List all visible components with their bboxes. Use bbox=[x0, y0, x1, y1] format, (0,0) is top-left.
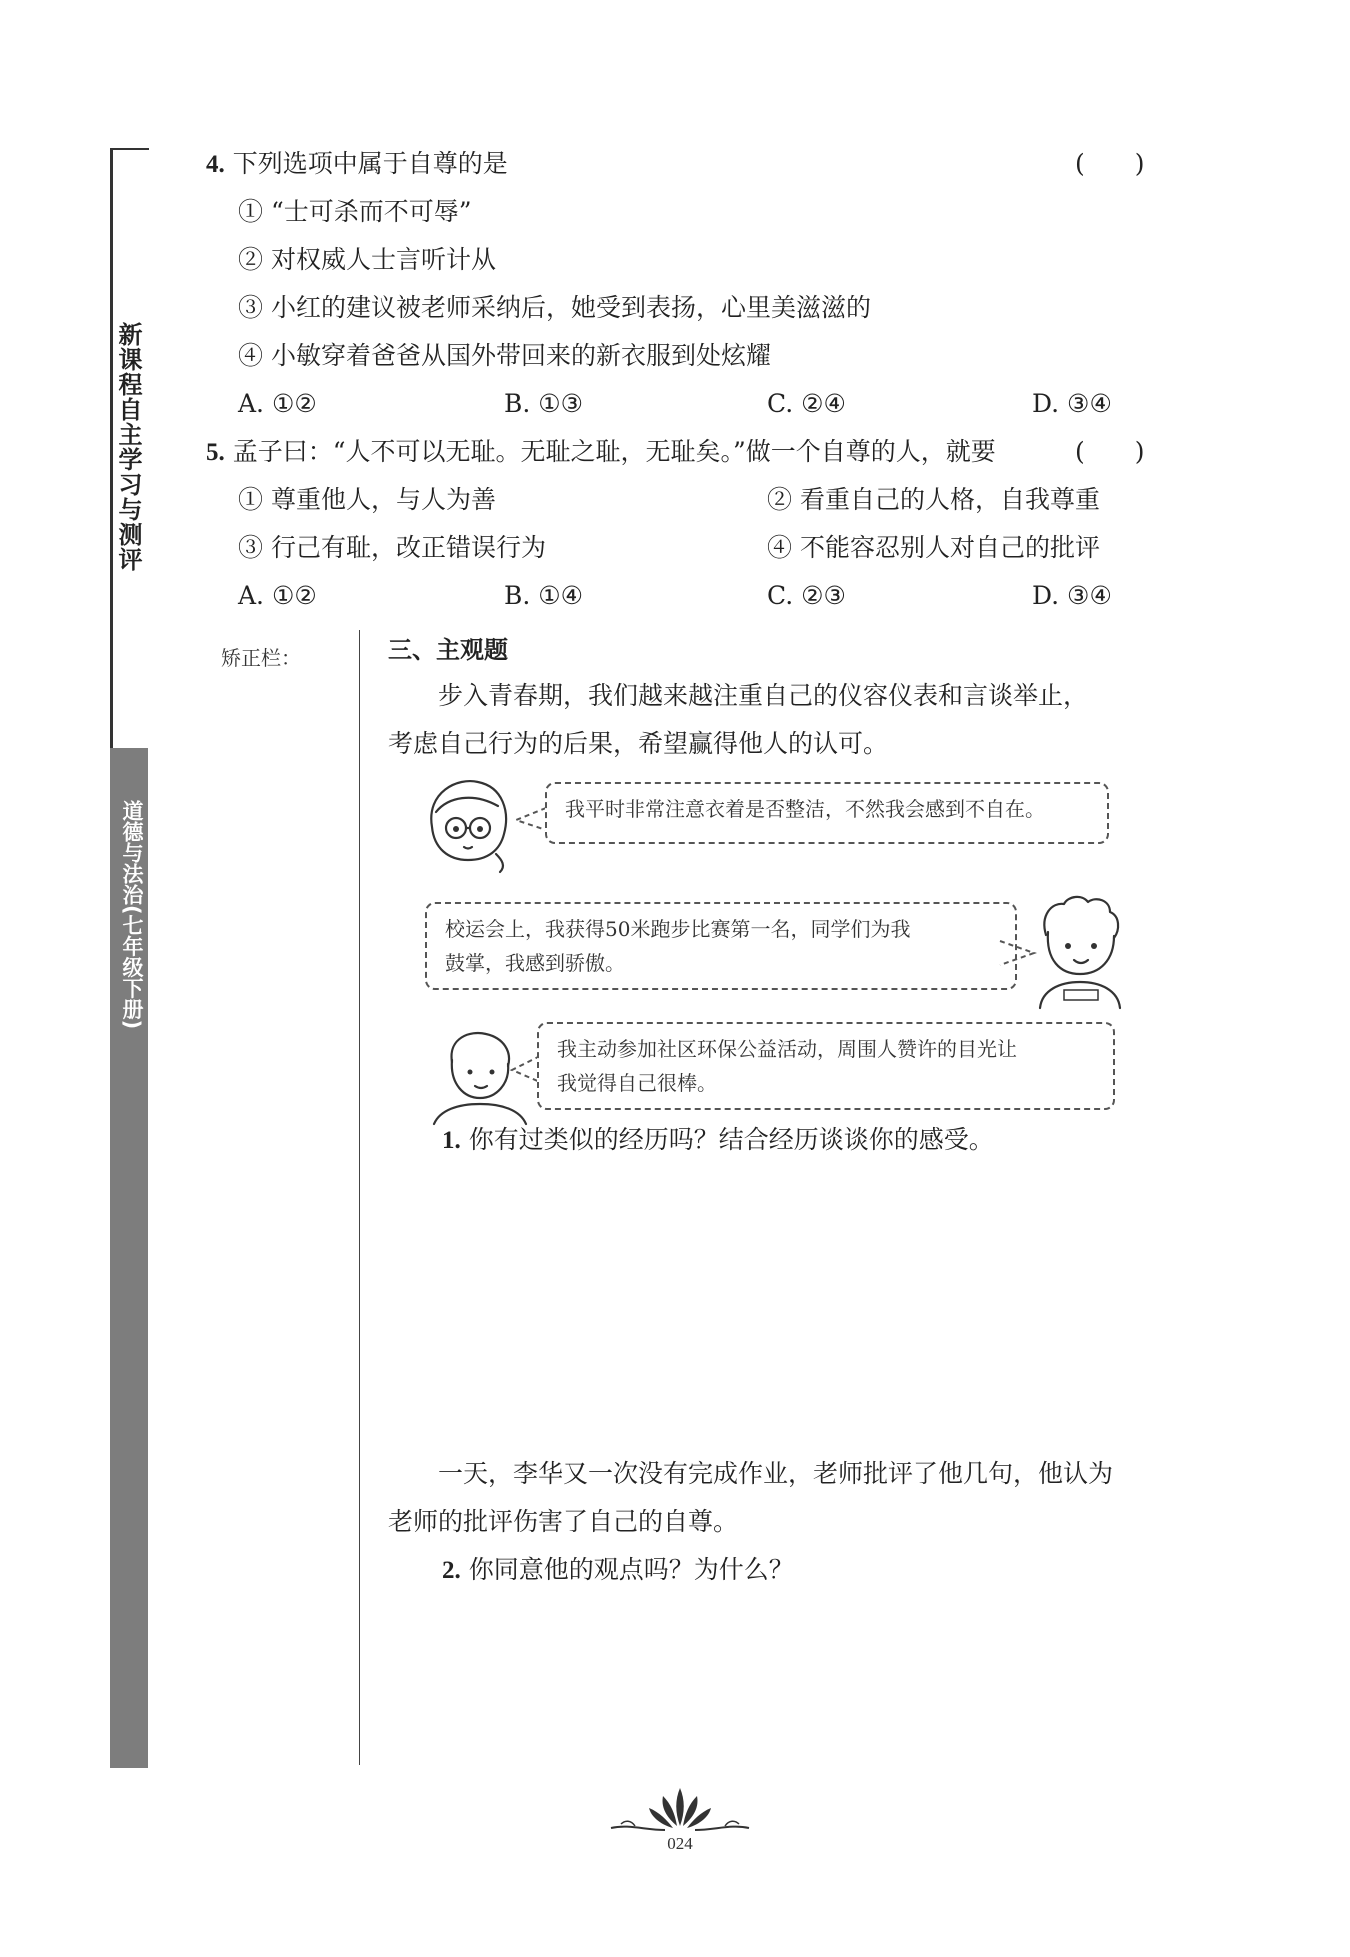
q4-option-b[interactable]: B. ①③ bbox=[504, 389, 584, 418]
q4-option-d[interactable]: D. ③④ bbox=[1032, 389, 1112, 418]
correction-column-divider bbox=[359, 630, 360, 1765]
girl-with-glasses-illustration bbox=[418, 772, 518, 877]
q5-item-2: ② 看重自己的人格，自我尊重 bbox=[767, 485, 1100, 514]
story-line-1: 一天，李华又一次没有完成作业，老师批评了他几句，他认为 bbox=[438, 1459, 1114, 1488]
q4-answer-blank[interactable]: ( ) bbox=[1075, 149, 1145, 178]
answer-area-2[interactable] bbox=[388, 1600, 1158, 1760]
subject-title: 道德与法治(七年级下册) bbox=[120, 800, 144, 1030]
speech-bubble-1-text: 我平时非常注意衣着是否整洁，不然我会感到不自在。 bbox=[565, 797, 1045, 821]
q5-option-c[interactable]: C. ②③ bbox=[767, 581, 846, 610]
section-intro-line-2: 考虑自己行为的后果，希望赢得他人的认可。 bbox=[388, 729, 889, 758]
q4-number: 4. bbox=[206, 151, 225, 178]
subjective-q1 bbox=[442, 1122, 994, 1159]
q5-item-3: ③ 行己有耻，改正错误行为 bbox=[238, 533, 546, 562]
q5-answer-blank[interactable]: ( ) bbox=[1075, 437, 1145, 466]
speech-bubble-2-line-1: 校运会上，我获得50米跑步比赛第一名，同学们为我 bbox=[445, 917, 911, 941]
speech-bubble-2-line-2: 鼓掌，我感到骄傲。 bbox=[445, 951, 625, 975]
q4-item-1: ① “士可杀而不可辱” bbox=[238, 197, 472, 226]
q5-option-a[interactable]: A. ①② bbox=[238, 581, 317, 610]
speech-bubble-1 bbox=[545, 782, 1109, 844]
subjective-q1-number: 1. bbox=[442, 1127, 461, 1154]
correction-column-label: 矫正栏： bbox=[221, 646, 301, 670]
q4-stem-text: 下列选项中属于自尊的是 bbox=[232, 149, 508, 178]
subjective-q2-text: 你同意他的观点吗？为什么？ bbox=[468, 1555, 794, 1584]
speech-bubble-3 bbox=[537, 1022, 1115, 1110]
subjective-q1-text: 你有过类似的经历吗？结合经历谈谈你的感受。 bbox=[468, 1125, 994, 1154]
q4-option-c[interactable]: C. ②④ bbox=[767, 389, 846, 418]
q5-option-b[interactable]: B. ①④ bbox=[504, 581, 584, 610]
q4-option-a[interactable]: A. ①② bbox=[238, 389, 317, 418]
q4-stem bbox=[206, 146, 508, 183]
q5-number: 5. bbox=[206, 439, 225, 466]
story-line-2: 老师的批评伤害了自己的自尊。 bbox=[388, 1507, 739, 1536]
speech-bubble-3-line-2: 我觉得自己很棒。 bbox=[557, 1071, 717, 1095]
q4-item-2: ② 对权威人士言听计从 bbox=[238, 245, 496, 274]
speech-tail-1 bbox=[512, 800, 548, 840]
q4-item-4: ④ 小敏穿着爸爸从国外带回来的新衣服到处炫耀 bbox=[238, 341, 771, 370]
speech-bubble-2 bbox=[425, 902, 1017, 990]
q5-option-d[interactable]: D. ③④ bbox=[1032, 581, 1112, 610]
q5-item-1: ① 尊重他人，与人为善 bbox=[238, 485, 496, 514]
q5-stem-text: 孟子曰：“人不可以无耻。无耻之耻，无耻矣。”做一个自尊的人，就要 bbox=[232, 437, 996, 466]
answer-area-1[interactable] bbox=[388, 1170, 1158, 1430]
subjective-q2 bbox=[442, 1552, 794, 1589]
boy-curly-hair-illustration bbox=[1030, 890, 1130, 1010]
book-series-title: 新课程自主学习与测评 bbox=[114, 322, 142, 572]
speech-bubble-3-line-1: 我主动参加社区环保公益活动，周围人赞许的目光让 bbox=[557, 1037, 1017, 1061]
q5-stem bbox=[206, 434, 996, 471]
floral-ornament-icon bbox=[605, 1782, 755, 1838]
q5-item-4: ④ 不能容忍别人对自己的批评 bbox=[767, 533, 1100, 562]
page-number: 024 bbox=[667, 1834, 693, 1853]
section-title: 三、主观题 bbox=[388, 636, 508, 664]
q4-item-3: ③ 小红的建议被老师采纳后，她受到表扬，心里美滋滋的 bbox=[238, 293, 871, 322]
subjective-q2-number: 2. bbox=[442, 1557, 461, 1584]
section-intro-line-1: 步入青春期，我们越来越注重自己的仪容仪表和言谈举止， bbox=[438, 681, 1089, 710]
